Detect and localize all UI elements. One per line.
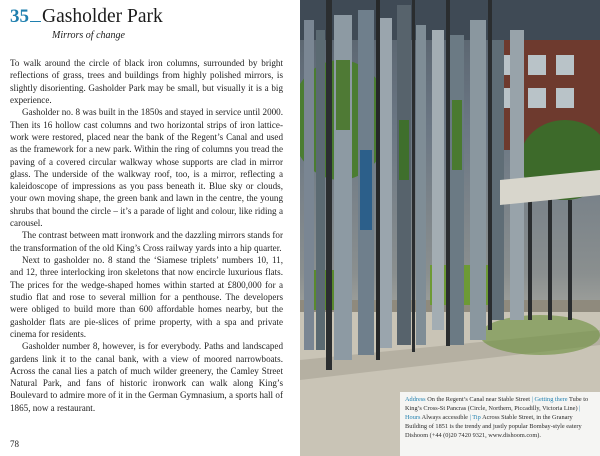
tip-label: Tip	[472, 413, 481, 421]
separator: |	[579, 404, 581, 412]
heading-rule	[30, 21, 41, 22]
paragraph: The contrast between matt ironwork and the dazzling mirrors stands for the transformation of the old King’s Cross railway yards into a hip quarter.	[10, 230, 283, 253]
page-subtitle: Mirrors of change	[52, 30, 125, 41]
photo-illustration	[300, 0, 600, 456]
page-number: 78	[10, 439, 19, 449]
separator: |	[531, 396, 533, 403]
chapter-number: 35	[10, 6, 29, 27]
chapter-heading	[10, 6, 163, 28]
getting-there-label: Getting there	[534, 396, 568, 403]
hours-label: Hours	[405, 413, 421, 421]
paragraph: Next to gasholder no. 8 stand the ‘Siamese triplets’ numbers 10, 11, and 12, three interlocking iron skeletons that now encircle luxurious flats. The prices for the wedge-shaped homes within started at £800,000 for a studio flat and rose to several million for a penthouse. The developers were obliged to build more than 600 affordable homes nearby, but the gasholder flats are pie-slices of prime property, with a spa and private cinema for residents.	[10, 255, 283, 339]
paragraph: Gasholder number 8, however, is for everybody. Paths and landscaped gardens link it to the canal bank, with a view of moored narrowboats. Across the canal lies a patch of much wilder greenery, the Camley Street Natural Park, and fans of historic ironwork can walk along King’s Boulevard to admire more of it in the German Gymnasium, a sports hall of 1865, now a restaurant.	[10, 341, 283, 413]
hours-text: Always accessible	[421, 413, 468, 421]
paragraph: To walk around the circle of black iron columns, surrounded by bright reflections of grass, trees and buildings from highly polished mirrors, is slightly disorienting. Gasholder Park may be small, but visually it is a big experience.	[10, 58, 283, 105]
getting-there-text: Tube to King’s Cross-St Pancras (Circle, Northern, Piccadilly, Victoria Line)	[405, 396, 589, 412]
address-label: Address	[405, 396, 426, 403]
article-body	[10, 57, 283, 414]
gasholder-park-photo	[300, 0, 600, 456]
page-title: Gasholder Park	[42, 6, 163, 27]
address-text: On the Regent’s Canal near Stable Street	[427, 396, 531, 403]
paragraph: Gasholder no. 8 was built in the 1850s and stayed in service until 2000. Then its 16 hollow cast columns and two horizontal strips of iron lattice-work were restored, placed near the bank of the Regent’s Canal and used as the framework for a new park. Within the ring of columns you tread the paving of a covered circular walkway whose supports are clad in mirror glass. The underside of the walkway roof, too, is a mirror, reflecting a kaleidoscope of impressions as you pass beneath it. Blue sky or clouds, your own moving shape, the green bank and lawn in the centre, the young shrubs that bound the circle – it’s a parade of light and colour, like riding a carousel.	[10, 107, 283, 229]
info-box	[400, 392, 600, 456]
tip-text: Across Stable Street, in the Granary Building of 1851 is the trendy and justly popular Bombay-style eatery Dishoom (+44 (0)20 7420 9321, www.dishoom.com).	[405, 413, 582, 439]
separator: |	[469, 413, 471, 421]
